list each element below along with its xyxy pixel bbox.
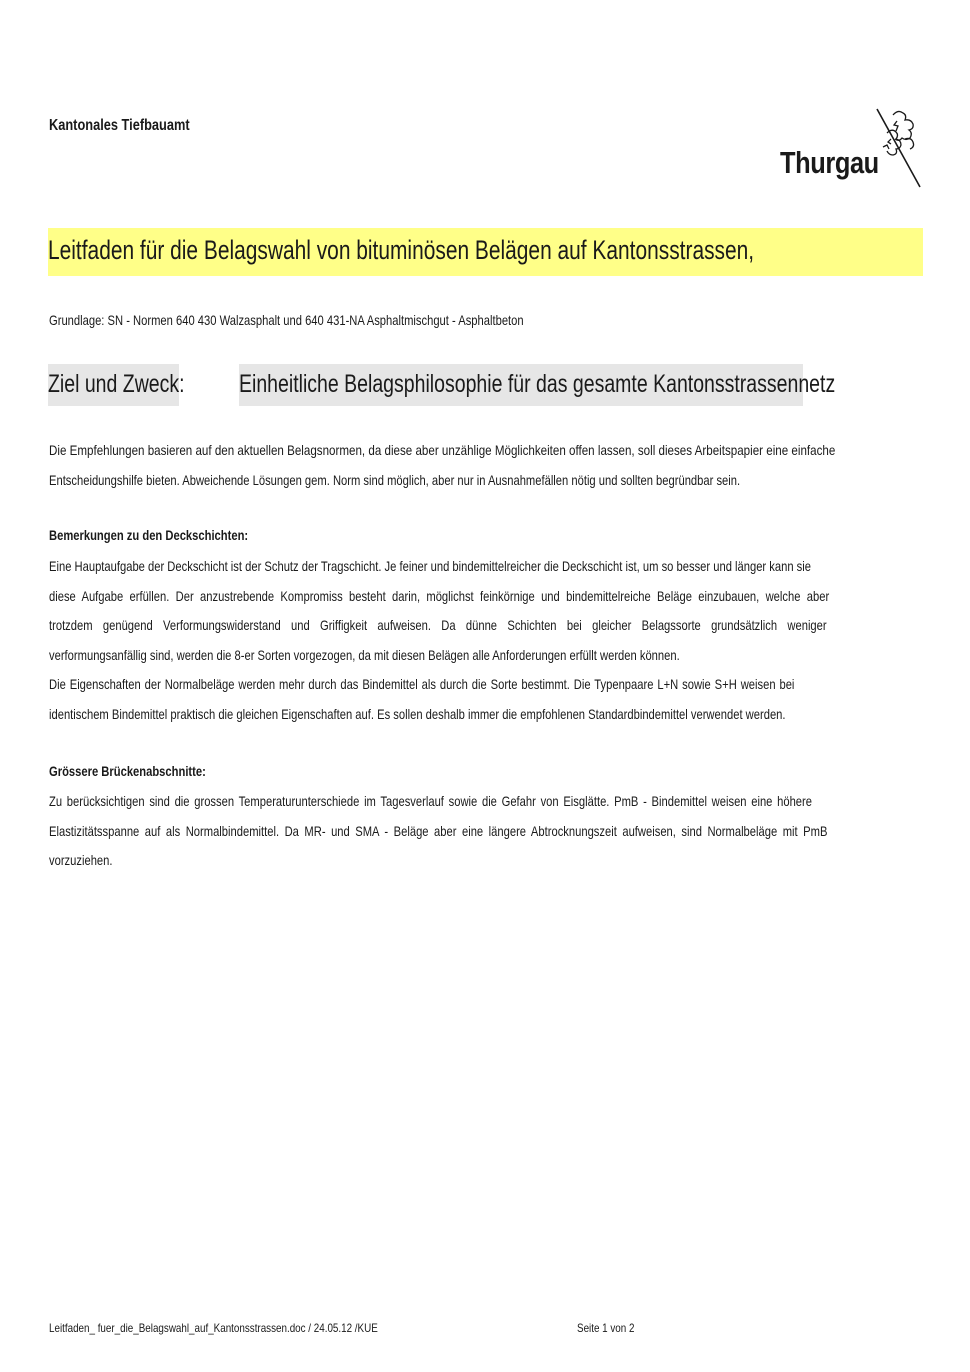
intro-line: Die Empfehlungen basieren auf den aktuellen Belagsnormen, da diese aber unzählige Möglichkeiten offen lassen, soll dieses Arbeitspapier eine einfache — [49, 442, 836, 458]
section-deckschichten-text — [49, 552, 970, 729]
text-line: trotzdem genügend Verformungswiderstand und Griffigkeit aufweisen. Da dünne Schichten bei gleicher Belagssorte grundsätzlich weniger — [49, 617, 827, 633]
basis-line: Grundlage: SN - Normen 640 430 Walzasphalt und 640 431-NA Asphaltmischgut - Asphaltbeton — [49, 312, 524, 328]
thurgau-logo — [780, 103, 925, 208]
section-brueckenabschnitte-text — [49, 787, 970, 876]
text-line: Zu berücksichtigen sind die grossen Temperaturunterschiede im Tagesverlauf sowie die Gefahr von Eisglätte. PmB - Bindemittel weisen eine höhere — [49, 793, 812, 809]
logo-text: Thurgau — [780, 145, 879, 180]
text-line: Eine Hauptaufgabe der Deckschicht ist der Schutz der Tragschicht. Je feiner und bindemittelreicher die Deckschicht ist, um so besser und länger kann sie — [49, 558, 811, 574]
text-line: vorzuziehen. — [49, 852, 113, 868]
thurgau-lions-icon — [875, 103, 925, 193]
intro-paragraph — [49, 436, 970, 495]
goal-value-highlight — [239, 364, 836, 406]
text-line: Die Eigenschaften der Normalbeläge werden mehr durch das Bindemittel als durch die Sorte bestimmt. Die Typenpaare L+N sowie S+H weisen bei — [49, 676, 795, 692]
text-line: identischem Bindemittel praktisch die gleichen Eigenschaften auf. Es sollen deshalb immer die empfohlenen Standardbindemittel verwendet werden. — [49, 705, 786, 722]
text-line: diese Aufgabe erfüllen. Der anzustrebende Kompromiss besteht darin, möglichst feinkörnige und bindemittelreiche Beläge einzubauen, welche aber — [49, 587, 830, 604]
intro-line: Entscheidungshilfe bieten. Abweichende Lösungen gem. Norm sind möglich, aber nur in Ausnahmefällen nötig und sollten begründbar sein. — [49, 471, 741, 488]
goal-label-highlight — [48, 364, 185, 406]
text-line: verformungsanfällig sind, werden die 8-er Sorten vorgezogen, da mit diesen Belägen alle Anforderungen erfüllt werden können. — [49, 646, 680, 663]
goal-label: Ziel und Zweck: — [48, 370, 185, 398]
goal-value: Einheitliche Belagsphilosophie für das gesamte Kantonsstrassennetz — [239, 370, 836, 398]
footer-page-number: Seite 1 von 2 — [577, 1321, 635, 1335]
footer-filename: Leitfaden_ fuer_die_Belagswahl_auf_Kantonsstrassen.doc / 24.05.12 /KUE — [49, 1321, 378, 1335]
title-highlight — [48, 228, 923, 276]
document-title: Leitfaden für die Belagswahl von bituminösen Belägen auf Kantonsstrassen, — [48, 235, 755, 265]
section-heading-deckschichten: Bemerkungen zu den Deckschichten: — [49, 527, 249, 543]
office-name: Kantonales Tiefbauamt — [49, 117, 190, 134]
section-heading-brueckenabschnitte: Grössere Brückenabschnitte: — [49, 763, 206, 779]
text-line: Elastizitätsspanne auf als Normalbindemittel. Da MR- und SMA - Beläge aber eine längere Abtrocknungszeit aufweisen, sind Normalbeläge mit PmB — [49, 822, 828, 839]
